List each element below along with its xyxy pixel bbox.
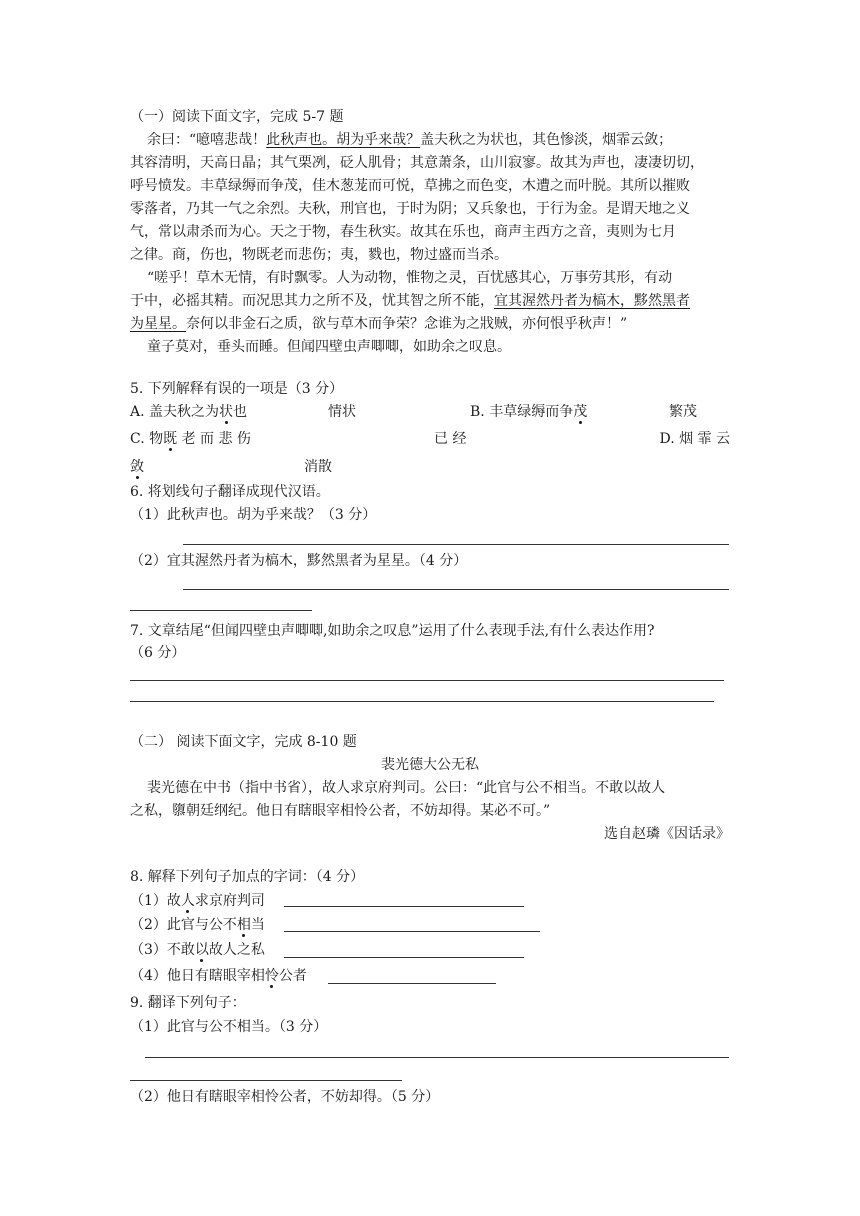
passage1-line: 余曰：“噫嘻悲哉！此秋声也。胡为乎来哉？盖夫秋之为状也，其色惨淡，烟霏云敛； (147, 132, 673, 148)
section2-heading: （二） 阅读下面文字，完成 8-10 题 (130, 734, 357, 750)
q8-item-1: （1）故人求京府判司 (130, 893, 265, 909)
answer-line[interactable] (130, 680, 724, 681)
q5-option-b-answer: 繁茂 (669, 404, 697, 420)
q7-stem-cont: （6 分） (130, 645, 186, 661)
passage1-line: 之律。商，伤也，物既老而悲伤；夷，戮也，物过盛而当杀。 (130, 247, 508, 263)
underlined-sentence-2-cont: 为星星。 (130, 316, 186, 332)
q9-sentence-2: （2）他日有瞎眼宰相怜公者，不妨却得。（5 分） (130, 1089, 440, 1105)
passage1-line: 呼号愤发。丰草绿缛而争茂，佳木葱茏而可悦，草拂之而色变，木遭之而叶脱。其所以摧败 (130, 178, 690, 194)
passage1-line: 其容清明，天高日晶；其气栗冽，砭人肌骨；其意萧条，山川寂寥。故其为声也，凄凄切切， (130, 155, 704, 171)
passage1-line: 零落者，乃其一气之余烈。夫秋，刑官也，于时为阴；又兵象也，于行为金。是谓天地之义 (130, 201, 690, 217)
answer-line[interactable] (183, 544, 729, 545)
q6-sentence-1: （1）此秋声也。胡为乎来哉？（3 分） (130, 507, 377, 523)
answer-line[interactable] (130, 610, 312, 611)
q6-stem: 6. 将划线句子翻译成现代汉语。 (130, 484, 330, 500)
q5-option-c-answer: 已 经 (434, 431, 467, 447)
passage2-line: 于中，必摇其精。而况思其力之所不及，忧其智之所不能，宜其渥然丹者为槁木，黟然黑者 (130, 293, 690, 309)
q5-option-c: C. 物既 老 而 悲 伤 (130, 431, 251, 447)
underlined-sentence-1: 此秋声也。胡为乎来哉？ (266, 132, 421, 148)
answer-line[interactable] (284, 957, 524, 958)
q5-option-b: B. 丰草绿缛而争茂 (470, 404, 588, 420)
passage-title: 裴光德大公无私 (381, 757, 479, 773)
q9-sentence-1: （1）此官与公不相当。（3 分） (130, 1019, 328, 1035)
answer-line[interactable] (284, 931, 540, 932)
answer-line[interactable] (183, 589, 729, 590)
passage-source: 选自赵璘《因话录》 (604, 826, 730, 842)
q5-stem: 5. 下列解释有误的一项是（3 分） (130, 381, 344, 397)
section1-heading: （一）阅读下面文字，完成 5-7 题 (130, 109, 344, 125)
answer-line[interactable] (130, 701, 714, 702)
q6-sentence-2: （2）宜其渥然丹者为槁木，黟然黑者为星星。（4 分） (130, 553, 468, 569)
q7-stem: 7. 文章结尾“但闻四壁虫声唧唧,如助余之叹息”运用了什么表现手法,有什么表达作用? (130, 623, 655, 639)
passage-line: 裴光德在中书（指中书省），故人求京府判司。公曰：“此官与公不相当。不敢以故人 (147, 780, 666, 796)
passage2-line: 为星星。奈何以非金石之质，欲与草木而争荣？念谁为之戕贼，亦何恨乎秋声！” (130, 316, 628, 332)
q8-item-2: （2）此官与公不相当 (130, 917, 265, 933)
q9-stem: 9. 翻译下列句子： (130, 995, 246, 1011)
underlined-sentence-2: 宜其渥然丹者为槁木，黟然黑者 (494, 293, 690, 309)
answer-line[interactable] (284, 906, 524, 907)
passage1-line: 气，常以肃杀而为心。天之于物，春生秋实。故其在乐也，商声主西方之音，夷则为七月 (130, 224, 676, 240)
q5-option-a-answer: 情状 (328, 404, 356, 420)
q5-option-d: D. 烟 霏 云 (659, 431, 730, 447)
answer-line[interactable] (328, 983, 496, 984)
passage3-line: 童子莫对，垂头而睡。但闻四壁虫声唧唧，如助余之叹息。 (147, 339, 511, 355)
passage2-line: “嗟乎！草木无情，有时飘零。人为动物，惟物之灵，百忧感其心，万事劳其形，有动 (147, 270, 673, 286)
passage-line: 之私，隳朝廷纲纪。他日有瞎眼宰相怜公者，不妨却得。某必不可。” (130, 803, 551, 819)
q5-option-a: A. 盖夫秋之为状也 (130, 404, 248, 420)
q5-option-d-cont: 敛 (130, 459, 144, 475)
q8-stem: 8. 解释下列句子加点的字词：（4 分） (130, 869, 365, 885)
q5-option-d-answer: 消散 (304, 459, 332, 475)
answer-line[interactable] (145, 1057, 729, 1058)
q8-item-4: （4）他日有瞎眼宰相怜公者 (130, 968, 307, 984)
q8-item-3: （3）不敢以故人之私 (130, 942, 265, 958)
answer-line[interactable] (130, 1080, 402, 1081)
